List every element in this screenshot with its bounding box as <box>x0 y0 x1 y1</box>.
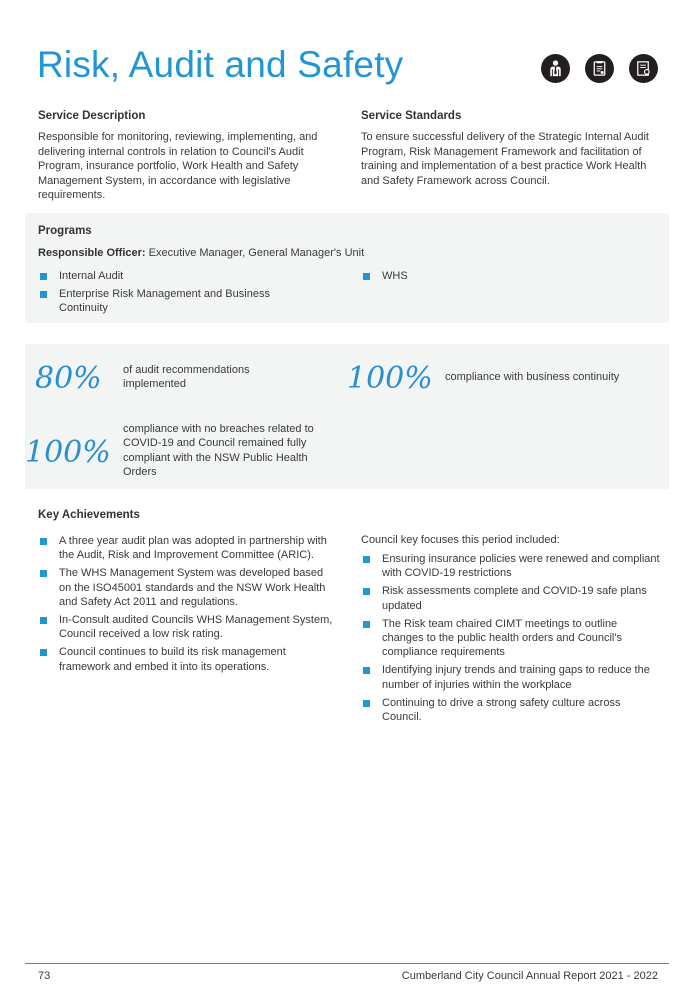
document-badge-icon <box>585 54 614 83</box>
programs-list-left <box>38 269 308 319</box>
key-focus-intro: Council key focuses this period included: <box>361 534 560 546</box>
list-item: Identifying injury trends and training gaps to reduce the number of injuries within the workplace <box>361 663 661 692</box>
key-achievements-heading: Key Achievements <box>38 509 140 521</box>
responsible-officer-label: Responsible Officer: <box>38 247 146 259</box>
stats-panel <box>25 344 669 489</box>
list-item: Council continues to build its risk management framework and embed it into its operations. <box>38 645 333 674</box>
footer-divider <box>25 963 669 964</box>
programs-list-right <box>361 269 641 287</box>
stat-value: 100% <box>25 435 111 470</box>
stat-value: 100% <box>347 361 433 396</box>
stat-text: compliance with business continuity <box>445 371 620 383</box>
list-item: The Risk team chaired CIMT meetings to outline changes to the public health orders and Council's compliance requirements <box>361 617 661 660</box>
list-item: WHS <box>361 269 641 283</box>
responsible-officer <box>38 247 364 259</box>
service-standards <box>361 110 651 188</box>
service-description-body: Responsible for monitoring, reviewing, implementing, and delivering internal controls in relation to Council's Audit Program, insurance portfolio, Work Health and Safety Management System, in accordance with legislative requirements. <box>38 131 318 202</box>
programs-heading: Programs <box>38 225 92 237</box>
service-description <box>38 110 330 203</box>
theme-icons <box>541 54 658 83</box>
list-item: Risk assessments complete and COVID-19 safe plans updated <box>361 584 661 613</box>
person-tie-icon <box>541 54 570 83</box>
programs-panel <box>25 213 669 323</box>
certificate-icon <box>629 54 658 83</box>
report-title: Cumberland City Council Annual Report 2021 - 2022 <box>401 970 658 982</box>
stat-text: compliance with no breaches related to COVID-19 and Council remained fully compliant with the NSW Public Health Orders <box>123 423 314 479</box>
list-item: The WHS Management System was developed based on the ISO45001 standards and the NSW Work Health and Safety Act 2011 and regulations. <box>38 566 333 609</box>
service-standards-heading: Service Standards <box>361 110 462 122</box>
list-item: A three year audit plan was adopted in partnership with the Audit, Risk and Improvement Committee (ARIC). <box>38 534 333 563</box>
list-item: Continuing to drive a strong safety culture across Council. <box>361 696 661 725</box>
key-achievements-list-left <box>38 534 333 678</box>
service-standards-body: To ensure successful delivery of the Strategic Internal Audit Program, Risk Management Framework and facilitation of training and implementation of a best practice Work Health and Safety Framework across Council. <box>361 131 649 187</box>
list-item: Enterprise Risk Management and Business Continuity <box>38 287 308 316</box>
responsible-officer-value: Executive Manager, General Manager's Unit <box>148 247 365 259</box>
service-description-heading: Service Description <box>38 110 146 122</box>
key-achievements-list-right <box>361 552 661 728</box>
stat-text: of audit recommendations implemented <box>123 364 250 391</box>
list-item: Internal Audit <box>38 269 308 283</box>
stat-value: 80% <box>35 361 102 396</box>
page-title: Risk, Audit and Safety <box>37 44 404 85</box>
page-number: 73 <box>38 970 51 982</box>
list-item: In-Consult audited Councils WHS Management System, Council received a low risk rating. <box>38 613 333 642</box>
list-item: Ensuring insurance policies were renewed and compliant with COVID-19 restrictions <box>361 552 661 581</box>
